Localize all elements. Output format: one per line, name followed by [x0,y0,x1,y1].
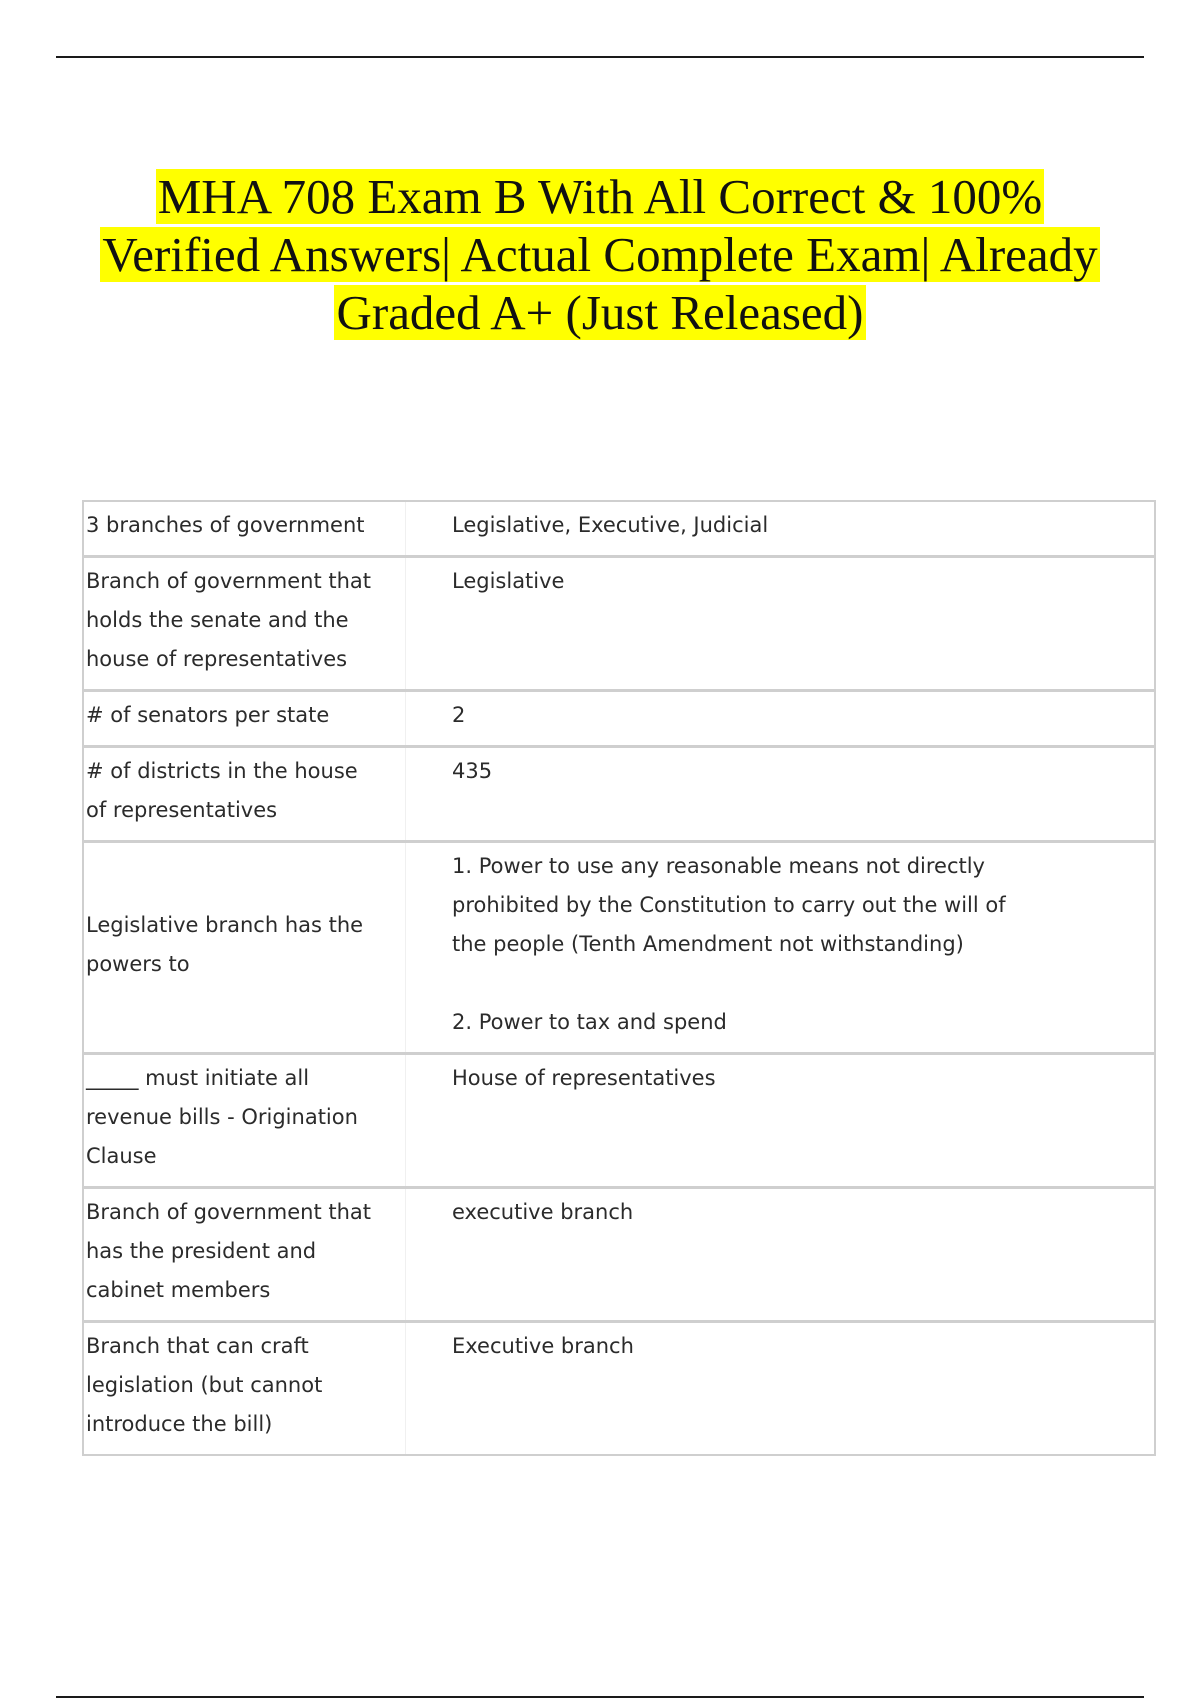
question-cell: _____ must initiate all revenue bills - Origination Clause [84,1055,406,1186]
question-cell: Legislative branch has the powers to [84,843,406,1052]
answer-cell: 2 [452,703,466,727]
table-row [84,502,1154,555]
question-cell: Branch that can craft legislation (but cannot introduce the bill) [84,1323,406,1454]
top-rule [56,56,1144,58]
question-cell: 3 branches of government [84,502,406,555]
table-row [84,555,1154,689]
table-row [84,1186,1154,1320]
title-line-3: Graded A+ (Just Released) [336,285,864,340]
qa-table [82,500,1156,1456]
answer-cell: Executive branch [452,1334,634,1358]
table-row [84,1320,1154,1454]
table-row [84,745,1154,840]
title-line-2: Verified Answers| Actual Complete Exam| Already [102,227,1098,282]
answer-cell: Legislative [452,569,565,593]
table-row [84,840,1154,1052]
table-row [84,689,1154,745]
question-cell: # of districts in the house of representatives [84,748,406,840]
document-title [40,168,1160,342]
question-cell: Branch of government that has the president and cabinet members [84,1189,406,1320]
answer-cell: House of representatives [452,1066,716,1090]
answer-cell: 435 [452,759,493,783]
answer-cell: Legislative, Executive, Judicial [452,513,769,537]
bottom-rule [56,1696,1144,1698]
question-cell: Branch of government that holds the senate and the house of representatives [84,558,406,689]
question-cell: # of senators per state [84,692,406,745]
title-line-1: MHA 708 Exam B With All Correct & 100% [157,169,1043,224]
table-row [84,1052,1154,1186]
answer-cell: executive branch [452,1200,634,1224]
answer-cell: 1. Power to use any reasonable means not directly prohibited by the Constitution to carry out the will of the people (Tenth Amendment not withstanding) 2. Power to tax and spend [452,854,1006,1034]
